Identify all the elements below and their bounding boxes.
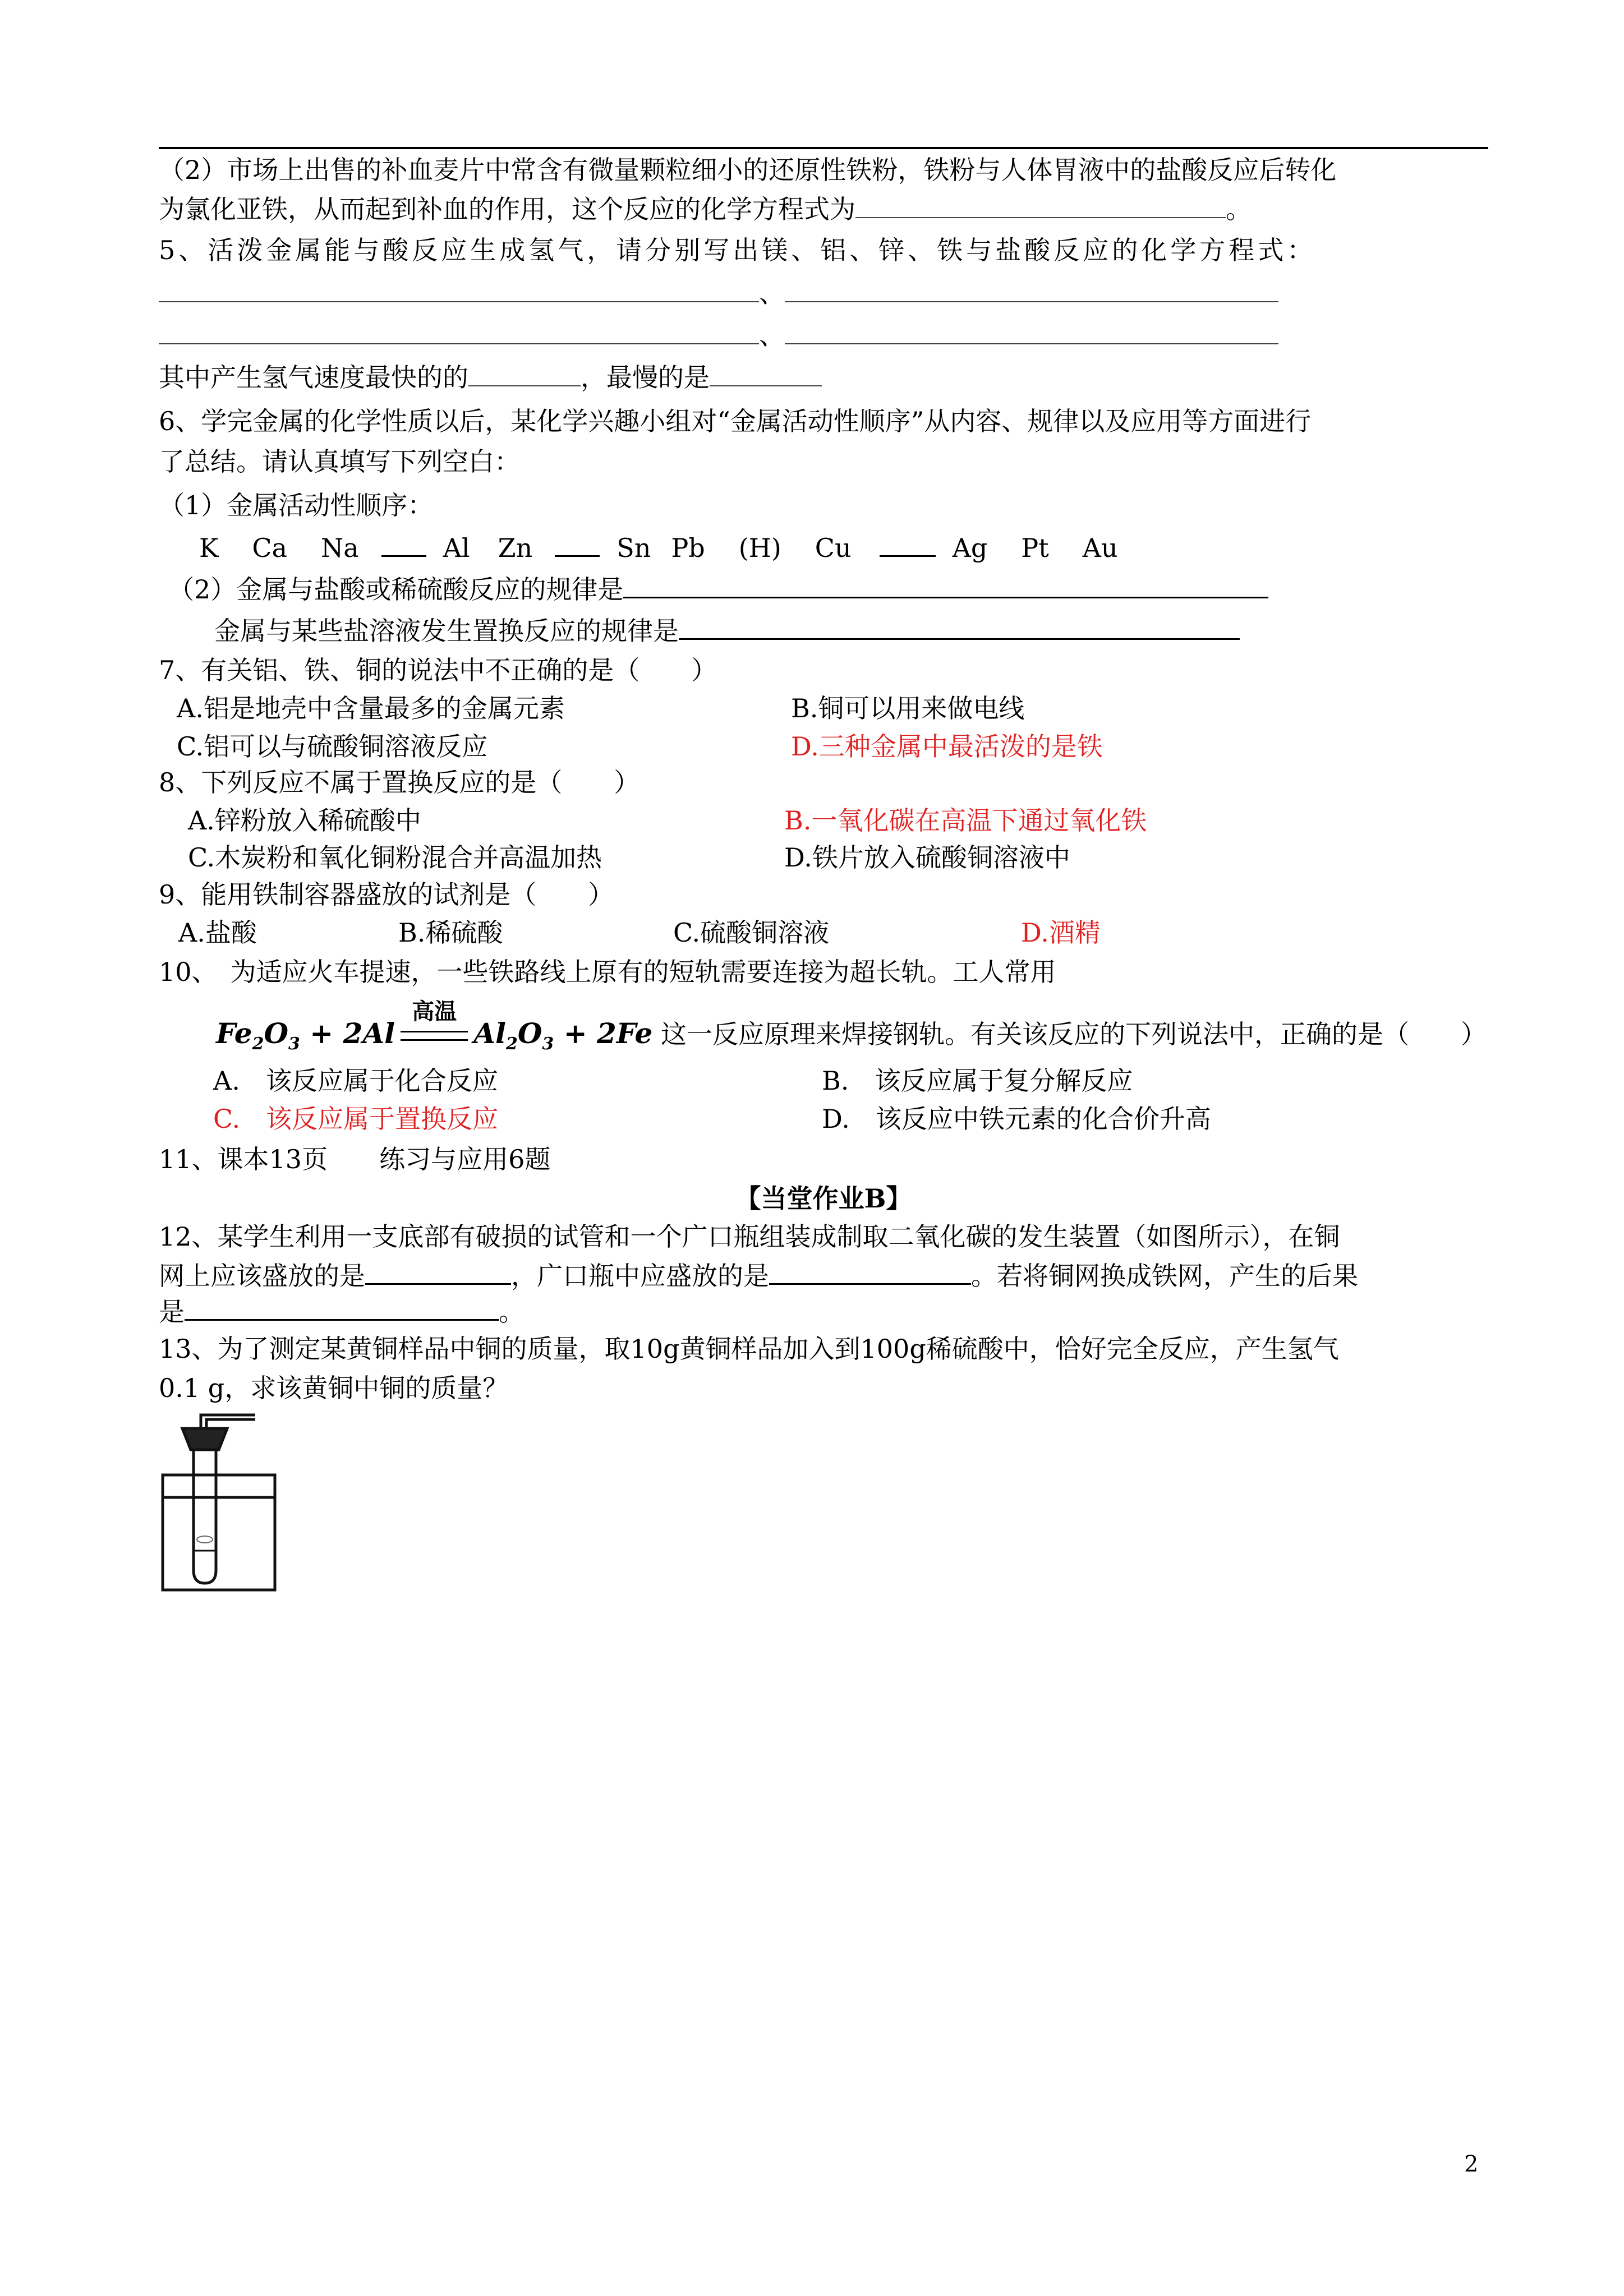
metal-au: Au [1082, 533, 1118, 563]
q9-option-d[interactable]: D.酒精 [1021, 918, 1101, 948]
q6-sub3-text: 金属与某些盐溶液发生置换反应的规律是 [214, 616, 679, 646]
q11-text: 11、课本13页 练习与应用6题 [159, 1144, 551, 1174]
q12-consequence-blank[interactable] [185, 1294, 499, 1321]
q7-stem: 7、有关铝、铁、铜的说法中不正确的是（ ） [159, 655, 717, 685]
q4-2-line1: （2）市场上出售的补血麦片中常含有微量颗粒细小的还原性铁粉，铁粉与人体胃液中的盐酸反应后转化 [159, 155, 1337, 185]
q6-sub3 [214, 612, 1240, 649]
metal-ag: Ag [952, 533, 988, 563]
q7-option-c[interactable]: C.铝可以与硫酸铜溶液反应 [177, 731, 488, 762]
q5-blank-3[interactable] [159, 321, 759, 344]
q8-option-b[interactable]: B.一氧化碳在高温下通过氧化铁 [784, 805, 1147, 836]
metal-ca: Ca [252, 533, 287, 563]
metal-pb: Pb [671, 533, 705, 563]
q7-option-a[interactable]: A.铝是地壳中含量最多的金属元素 [177, 693, 565, 723]
q10-option-a[interactable]: A. 该反应属于化合反应 [213, 1066, 498, 1096]
q5-blank-1[interactable] [159, 279, 759, 302]
metal-h: (H) [738, 533, 781, 563]
metal-cu: Cu [815, 533, 852, 563]
q12-text-c: 。若将铜网换成铁网，产生的后果 [971, 1261, 1358, 1291]
q8-stem: 8、下列反应不属于置换反应的是（ ） [159, 767, 640, 797]
q6-line1: 6、学完金属的化学性质以后，某化学兴趣小组对“金属活动性顺序”从内容、规律以及应用等方面进行 [159, 406, 1312, 436]
q9-stem: 9、能用铁制容器盛放的试剂是（ ） [159, 879, 614, 910]
metal-zn: Zn [498, 533, 533, 563]
reaction-arrow [401, 998, 468, 1041]
q12-mesh-blank[interactable] [365, 1258, 511, 1285]
q10-option-c[interactable]: C. 该反应属于置换反应 [213, 1104, 499, 1134]
q5-stem: 5、活泼金属能与酸反应生成氢气，请分别写出镁、铝、锌、铁与盐酸反应的化学方程式： [159, 235, 1317, 265]
metal-sn: Sn [617, 533, 651, 563]
section-b-title: 【当堂作业B】 [735, 1183, 912, 1214]
q5-blank-row2 [159, 317, 1278, 354]
q6-line2: 了总结。请认真填写下列空白： [159, 446, 520, 477]
header-rule [159, 147, 1488, 149]
metal-al: Al [443, 533, 470, 563]
q12-line1: 12、某学生利用一支底部有破损的试管和一个广口瓶组装成制取二氧化碳的发生装置（如图所示），在铜 [159, 1221, 1340, 1252]
q5-blank-2[interactable] [785, 279, 1278, 302]
q4-2-text: 为氯化亚铁，从而起到补血的作用，这个反应的化学方程式为 [159, 194, 855, 224]
q5-sep-2: 、 [759, 320, 785, 351]
co2-generator-apparatus-figure [151, 1405, 286, 1596]
q7-option-b[interactable]: B.铜可以用来做电线 [791, 693, 1025, 723]
q12-text-b: ，广口瓶中应盛放的是 [511, 1261, 769, 1291]
q13-line1: 13、为了测定某黄铜样品中铜的质量，取10g黄铜样品加入到100g稀硫酸中，恰好完全反应，产生氢气 [159, 1334, 1339, 1364]
q8-option-c[interactable]: C.木炭粉和氧化铜粉混合并高温加热 [188, 842, 602, 873]
q12-text-e: 。 [499, 1297, 525, 1327]
q5-speed-line [159, 359, 822, 396]
q12-text-a: 网上应该盛放的是 [159, 1261, 365, 1291]
q5-fastest-blank[interactable] [468, 363, 581, 386]
q6-sub2 [168, 571, 1268, 608]
q5-sep-1: 、 [759, 278, 785, 308]
q13-line2: 0.1 g，求该黄铜中铜的质量？ [159, 1373, 509, 1403]
q6-salt-rule-blank[interactable] [679, 614, 1240, 640]
q9-option-c[interactable]: C.硫酸铜溶液 [673, 918, 830, 948]
q6-sub2-text: （2）金属与盐酸或稀硫酸反应的规律是 [168, 574, 624, 605]
q12-bottle-blank[interactable] [769, 1258, 971, 1285]
q6-sub1: （1）金属活动性顺序： [159, 490, 434, 520]
q8-option-d[interactable]: D.铁片放入硫酸铜溶液中 [784, 842, 1070, 873]
metal-pt: Pt [1021, 533, 1049, 563]
q5-slowest-blank[interactable] [710, 363, 822, 386]
q5-slowest-text: ，最慢的是 [581, 362, 710, 393]
q10-option-b[interactable]: B. 该反应属于复分解反应 [822, 1066, 1133, 1096]
q8-option-a[interactable]: A.锌粉放入稀硫酸中 [188, 805, 421, 836]
q5-blank-row1 [159, 275, 1278, 312]
q10-stem: 10、 为适应火车提速，一些铁路线上原有的短轨需要连接为超长轨。工人常用 [159, 957, 1056, 987]
q5-fastest-text: 其中产生氢气速度最快的的 [159, 362, 468, 393]
q10-formula-line [216, 998, 1487, 1063]
q12-line2 [159, 1257, 1358, 1294]
thermite-equation: $Fe_2O_3 + 2Al$ 高温 $Al_2O_3 + 2Fe$ [216, 1017, 652, 1050]
series-blank-3[interactable] [880, 531, 936, 557]
q10-option-d[interactable]: D. 该反应中铁元素的化合价升高 [822, 1104, 1211, 1134]
q9-option-a[interactable]: A.盐酸 [178, 918, 257, 948]
metal-k: K [199, 533, 219, 563]
q5-blank-4[interactable] [785, 321, 1278, 344]
page-number: 2 [1464, 2151, 1479, 2177]
q7-option-d[interactable]: D.三种金属中最活泼的是铁 [791, 731, 1103, 762]
series-blank-2[interactable] [555, 531, 600, 557]
series-blank-1[interactable] [381, 531, 426, 557]
reaction-condition: 高温 [412, 998, 457, 1025]
q10-tail: 这一反应原理来焊接钢轨。有关该反应的下列说法中，正确的是（ ） [661, 1019, 1487, 1049]
q12-text-d: 是 [159, 1297, 185, 1327]
q4-2-end: 。 [1226, 194, 1252, 224]
q4-2-line2 [159, 191, 1252, 228]
q6-acid-rule-blank[interactable] [623, 572, 1268, 598]
q9-option-b[interactable]: B.稀硫酸 [398, 918, 503, 948]
q4-2-blank[interactable] [855, 195, 1226, 218]
activity-series [199, 529, 1118, 566]
metal-na: Na [321, 533, 359, 563]
q12-line3 [159, 1293, 525, 1330]
